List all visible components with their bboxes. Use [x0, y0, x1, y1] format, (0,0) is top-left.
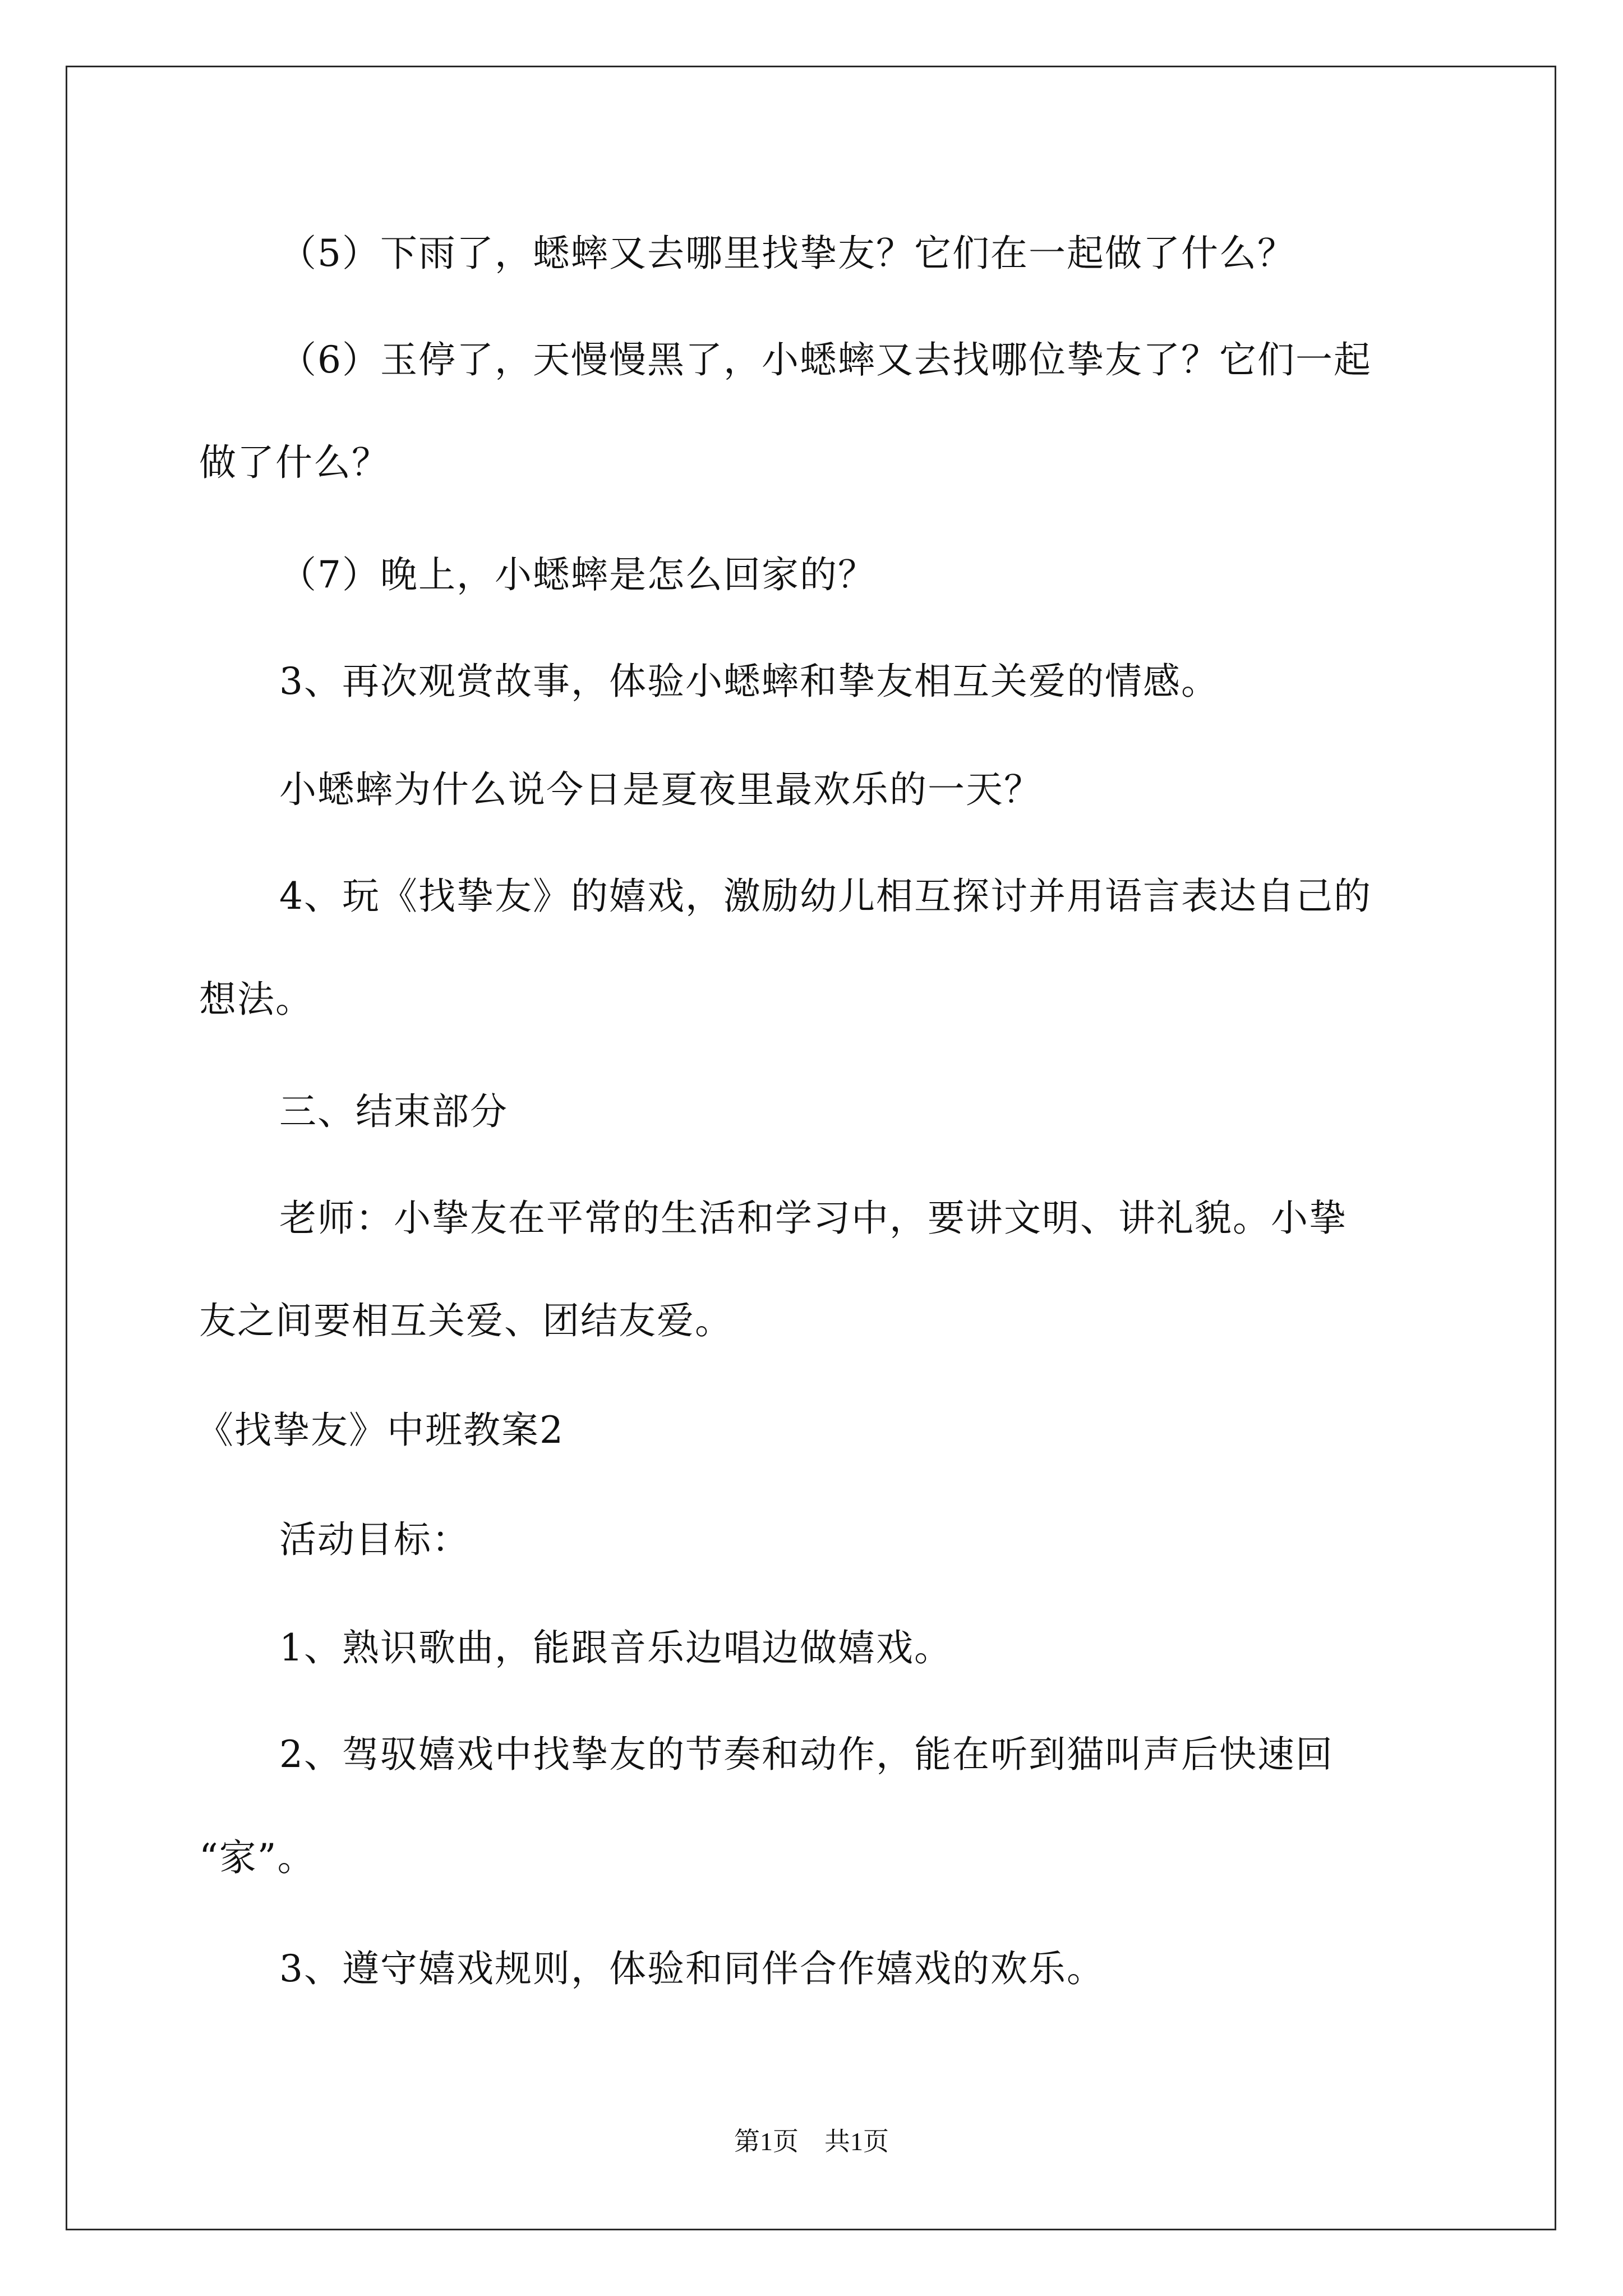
paragraph-line: 3、再次观赏故事，体验小蟋蟀和挚友相互关爱的情感。 — [279, 660, 1219, 703]
list-item: 1、熟识歌曲，能跟音乐边唱边做嬉戏。 — [279, 1626, 952, 1669]
paragraph-line: 做了什么？ — [199, 441, 390, 484]
paragraph-line: （5）下雨了，蟋蟀又去哪里找挚友？它们在一起做了什么？ — [279, 232, 1295, 275]
page-number-footer: 第1页 共1页 — [734, 2127, 889, 2156]
section-heading: 三、结束部分 — [279, 1090, 508, 1133]
section-heading: 活动目标： — [279, 1518, 470, 1561]
paragraph-line: 想法。 — [199, 978, 313, 1021]
paragraph-line: 老师：小挚友在平常的生活和学习中，要讲文明、讲礼貌。小挚 — [279, 1197, 1347, 1240]
list-item: 3、遵守嬉戏规则，体验和同伴合作嬉戏的欢乐。 — [279, 1947, 1105, 1990]
paragraph-line: 友之间要相互关爱、团结友爱。 — [199, 1299, 733, 1342]
paragraph-line: 小蟋蟀为什么说今日是夏夜里最欢乐的一天？ — [279, 768, 1042, 811]
list-item: 2、驾驭嬉戏中找挚友的节奏和动作，能在听到猫叫声后快速回 — [279, 1733, 1334, 1776]
page-border — [66, 66, 1556, 2230]
paragraph-line: （7）晚上，小蟋蟀是怎么回家的？ — [279, 553, 876, 596]
list-item-continuation: “家”。 — [199, 1836, 316, 1879]
paragraph-line: （6）玉停了，天慢慢黑了，小蟋蟀又去找哪位挚友了？它们一起 — [279, 338, 1372, 381]
lesson-title: 《找挚友》中班教案2 — [196, 1409, 564, 1452]
paragraph-line: 4、玩《找挚友》的嬉戏，激励幼儿相互探讨并用语言表达自己的 — [279, 875, 1372, 918]
